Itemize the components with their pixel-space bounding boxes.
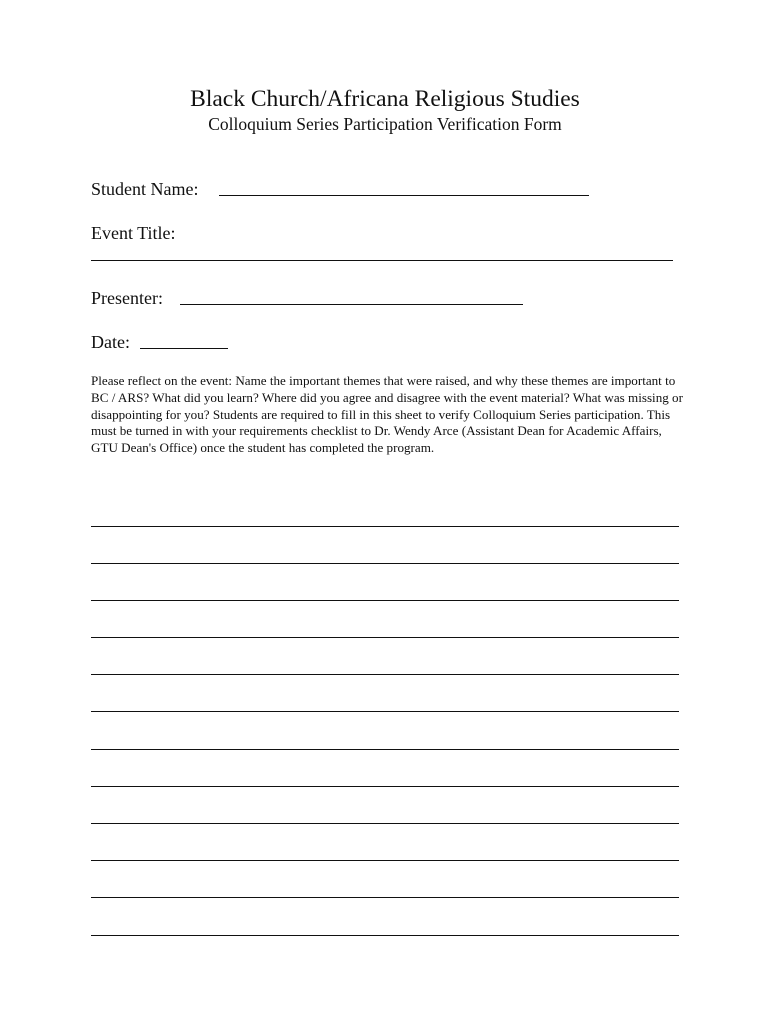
reflection-line[interactable] <box>91 600 679 601</box>
reflection-line[interactable] <box>91 637 679 638</box>
reflection-line[interactable] <box>91 674 679 675</box>
reflection-line[interactable] <box>91 897 679 898</box>
reflection-line[interactable] <box>91 749 679 750</box>
presenter-field[interactable] <box>180 304 523 305</box>
reflection-line[interactable] <box>91 823 679 824</box>
reflection-line[interactable] <box>91 563 679 564</box>
reflection-instructions: Please reflect on the event: Name the important themes that were raised, and why these themes are important to BC / ARS? What did you learn? Where did you agree and disagree with the event material? What was missing or disappointing for you? Students are required to fill in this sheet to verify Colloquium Series participation. This must be turned in with your requirements checklist to Dr. Wendy Arce (Assistant Dean for Academic Affairs, GTU Dean's Office) once the student has completed the program. <box>91 373 683 456</box>
reflection-line[interactable] <box>91 711 679 712</box>
reflection-line[interactable] <box>91 526 679 527</box>
reflection-line[interactable] <box>91 786 679 787</box>
event-title-field[interactable] <box>91 260 673 261</box>
student-name-label: Student Name: <box>91 179 199 199</box>
reflection-line[interactable] <box>91 935 679 936</box>
student-name-field[interactable] <box>219 195 589 196</box>
reflection-line[interactable] <box>91 860 679 861</box>
form-title: Black Church/Africana Religious Studies <box>190 86 580 112</box>
presenter-label: Presenter: <box>91 288 163 308</box>
form-subtitle: Colloquium Series Participation Verification Form <box>208 114 562 134</box>
date-label: Date: <box>91 332 130 352</box>
event-title-label: Event Title: <box>91 223 176 243</box>
date-field[interactable] <box>140 348 228 349</box>
